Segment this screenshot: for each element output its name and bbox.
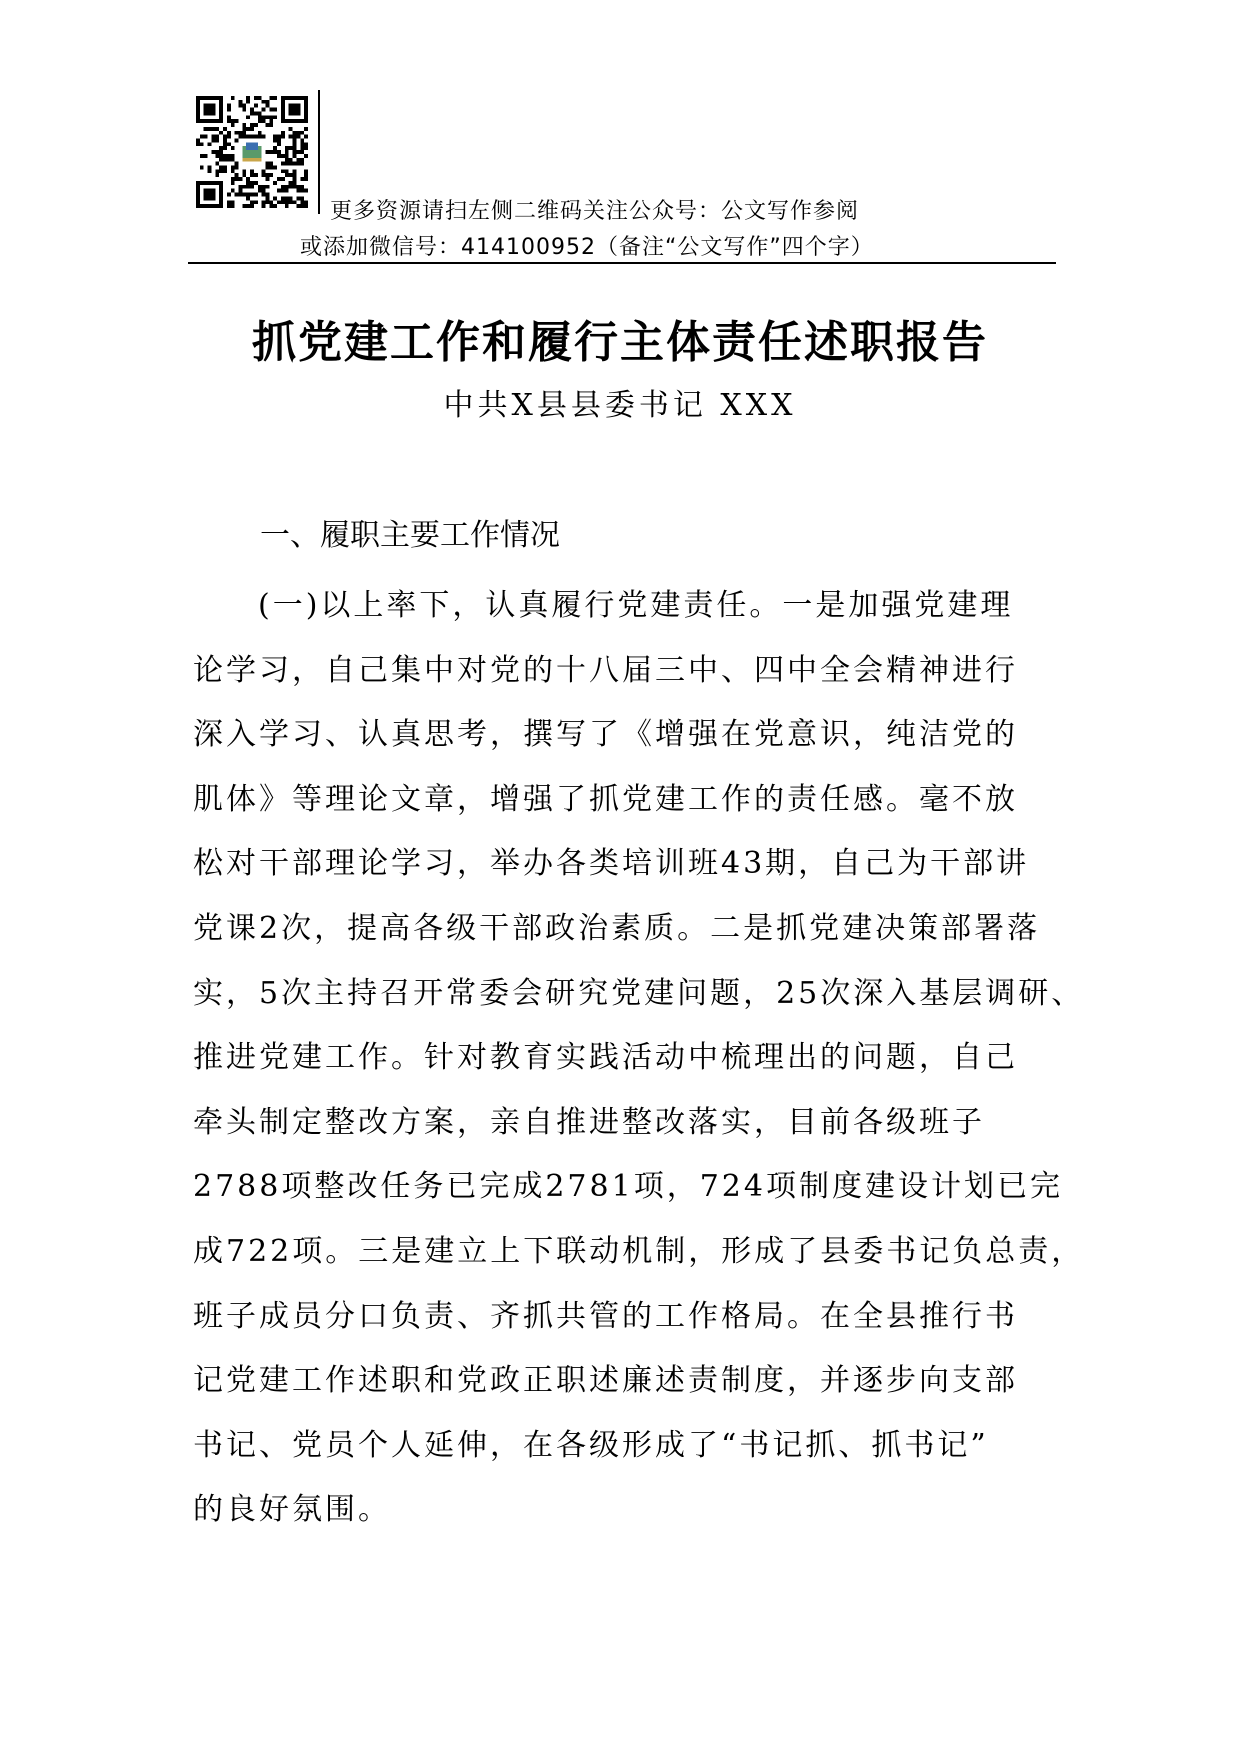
qr-code-icon (196, 96, 308, 208)
paragraph-line: 记党建工作述职和党政正职述廉述责制度，并逐步向支部 (193, 1363, 1018, 1399)
paragraph-line: 成722项。三是建立上下联动机制，形成了县委书记负总责， (193, 1233, 1085, 1269)
paragraph-line: 2788项整改任务已完成2781项，724项制度建设计划已完 (193, 1169, 1063, 1205)
header-rule (188, 262, 1056, 264)
paragraph-line: 牵头制定整改方案，亲自推进整改落实，目前各级班子 (193, 1104, 985, 1140)
document-title: 抓党建工作和履行主体责任述职报告 (252, 317, 988, 368)
qr-code-graphic (196, 96, 308, 208)
header-promo-line-2: 或添加微信号：414100952（备注“公文写作”四个字） (300, 235, 874, 260)
paragraph-line: (一)以上率下，认真履行党建责任。一是加强党建理 (258, 588, 1014, 623)
paragraph-line: 松对干部理论学习，举办各类培训班43期，自己为干部讲 (193, 846, 1030, 882)
paragraph-line: 党课2次，提高各级干部政治素质。二是抓党建决策部署落 (193, 910, 1041, 946)
paragraph-line: 书记、党员个人延伸，在各级形成了“书记抓、抓书记” (193, 1427, 989, 1463)
paragraph-line: 肌体》等理论文章，增强了抓党建工作的责任感。毫不放 (193, 781, 1018, 817)
paragraph-line: 深入学习、认真思考，撰写了《增强在党意识，纯洁党的 (193, 717, 1018, 753)
paragraph-line: 论学习，自己集中对党的十八届三中、四中全会精神进行 (193, 652, 1018, 688)
paragraph-line: 班子成员分口负责、齐抓共管的工作格局。在全县推行书 (193, 1298, 1018, 1334)
header-promo-line-1: 更多资源请扫左侧二维码关注公众号：公文写作参阅 (330, 199, 860, 224)
paragraph (193, 574, 1085, 1543)
document-subtitle: 中共X县县委书记 XXX (443, 388, 797, 423)
paragraph-line: 实，5次主持召开常委会研究党建问题，25次深入基层调研、 (193, 975, 1085, 1011)
paragraph-line: 推进党建工作。针对教育实践活动中梳理出的问题，自己 (193, 1040, 1018, 1076)
paragraph-line: 的良好氛围。 (193, 1492, 391, 1528)
header-vertical-divider (318, 90, 320, 214)
section-heading: 一、履职主要工作情况 (260, 518, 560, 553)
